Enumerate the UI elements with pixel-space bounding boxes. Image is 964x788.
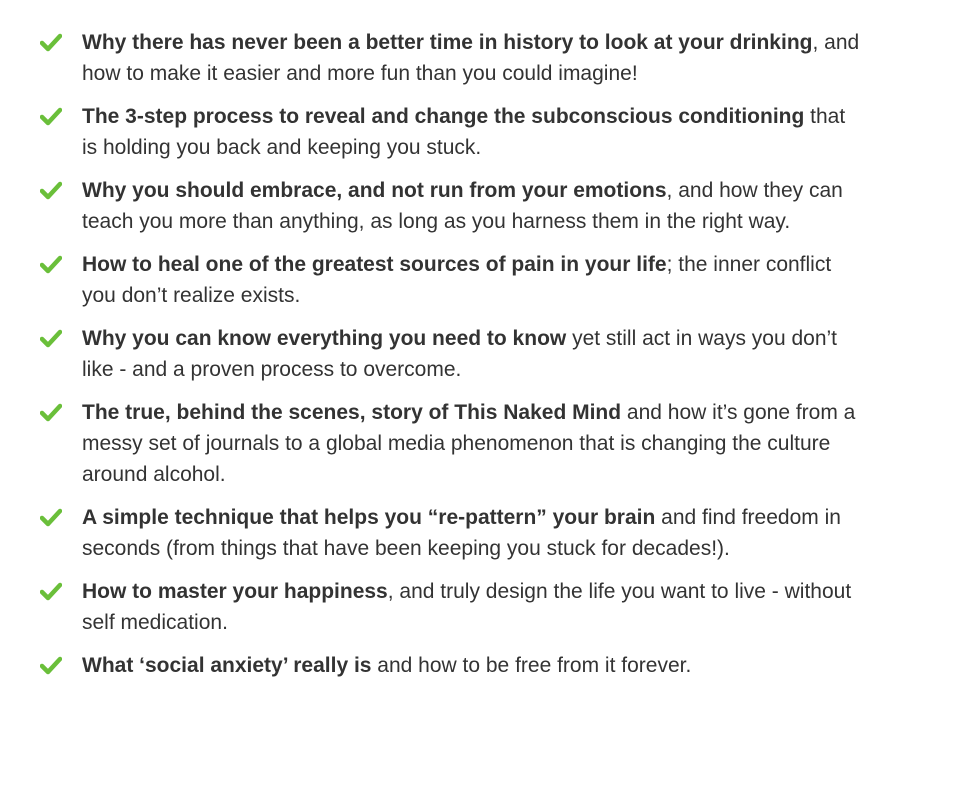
item-text: , and truly design the life you want to live - without self medication.: [82, 580, 852, 634]
list-item: [0, 397, 862, 490]
item-bold-text: A simple technique that helps you “re-pattern” your brain: [82, 506, 656, 529]
list-item: [0, 249, 862, 311]
checkmark-icon: [40, 402, 62, 422]
item-bold-text: Why you can know everything you need to know: [82, 327, 567, 350]
list-item: [0, 101, 862, 163]
item-text: , and how they can teach you more than anything, as long as you harness them in the right way.: [82, 179, 843, 233]
item-text: ; the inner conflict you don’t realize exists.: [82, 253, 832, 307]
checkmark-icon: [40, 254, 62, 274]
checkmark-icon: [40, 32, 62, 52]
list-item: [0, 576, 862, 638]
item-bold-text: The 3-step process to reveal and change the subconscious conditioning: [82, 105, 805, 128]
item-bold-text: How to master your happiness: [82, 580, 388, 603]
item-text: and how to be free from it forever.: [371, 654, 692, 677]
checkmark-icon: [40, 106, 62, 126]
checkmark-icon: [40, 655, 62, 675]
checkmark-icon: [40, 507, 62, 527]
checkmark-icon: [40, 180, 62, 200]
item-bold-text: What ‘social anxiety’ really is: [82, 654, 372, 677]
list-item: [0, 175, 862, 237]
item-bold-text: How to heal one of the greatest sources of pain in your life: [82, 253, 667, 276]
item-bold-text: Why there has never been a better time in history to look at your drinking: [82, 31, 813, 54]
item-text: , and how to make it easier and more fun than you could imagine!: [82, 31, 860, 85]
item-text: that is holding you back and keeping you stuck.: [82, 105, 846, 159]
item-bold-text: Why you should embrace, and not run from your emotions: [82, 179, 667, 202]
item-text: and find freedom in seconds (from things that have been keeping you stuck for decades!).: [82, 506, 841, 560]
item-bold-text: The true, behind the scenes, story of This Naked Mind: [82, 401, 622, 424]
list-item: [0, 502, 862, 564]
item-text: and how it’s gone from a messy set of journals to a global media phenomenon that is changing the culture around alcohol.: [82, 401, 856, 486]
checkmark-icon: [40, 581, 62, 601]
list-item: [0, 323, 862, 385]
list-item: [0, 27, 862, 89]
checkmark-icon: [40, 328, 62, 348]
item-text: yet still act in ways you don’t like - and a proven process to overcome.: [82, 327, 838, 381]
list-item: [0, 650, 862, 681]
